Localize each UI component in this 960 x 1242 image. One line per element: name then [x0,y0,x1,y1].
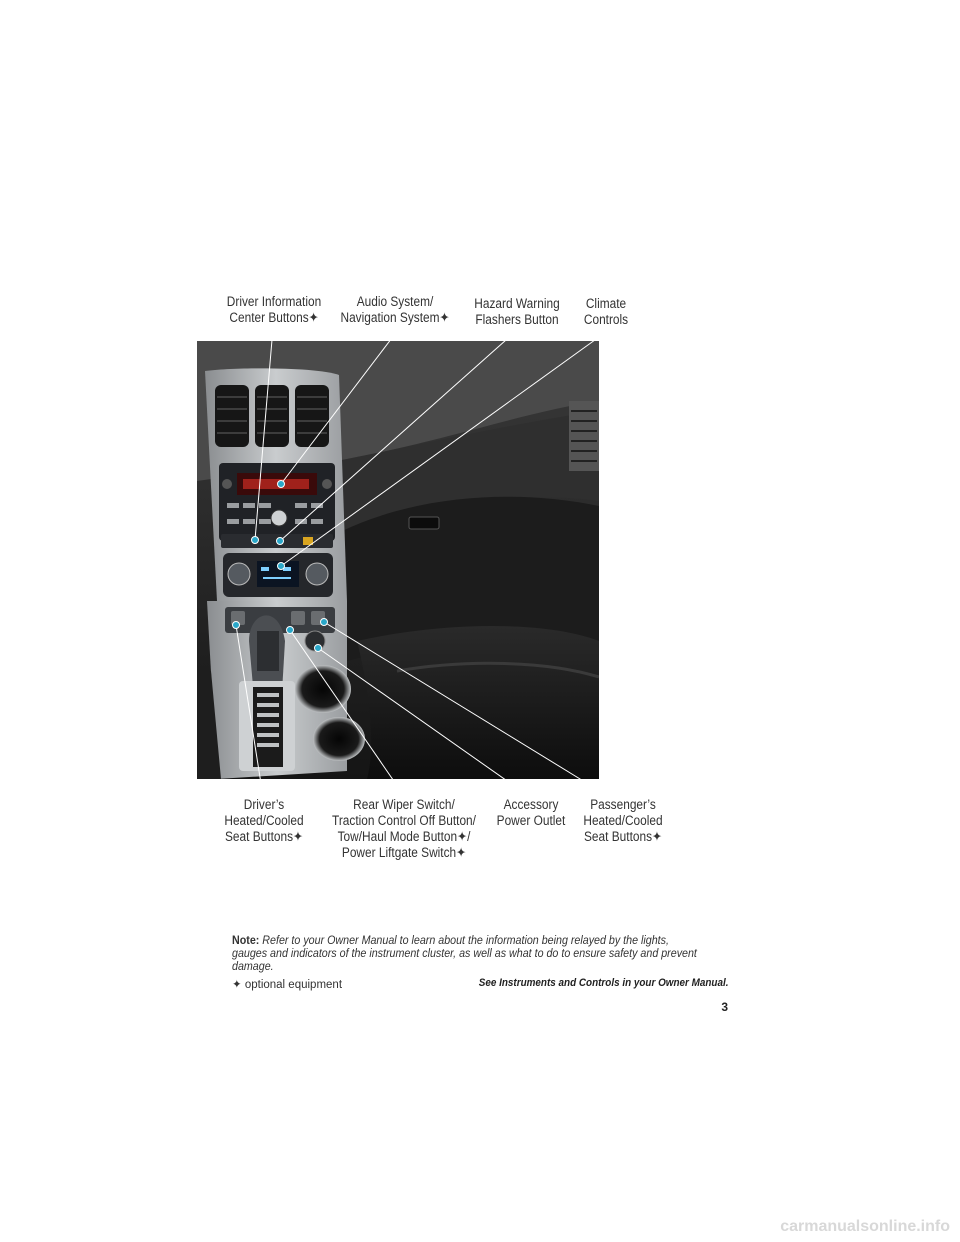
callout-rear-wiper-traction-towhaul-liftgate [327,797,482,861]
callout-line: Center Buttons✦ [229,310,319,325]
callout-line: Heated/Cooled [583,813,663,828]
callout-line: Traction Control Off Button/ [332,813,476,828]
watermark: carmanualsonline.info [780,1218,950,1235]
callout-drivers-seat-buttons [220,797,308,845]
callout-line: Heated/Cooled [224,813,304,828]
dashboard-photo [197,341,599,779]
callout-hazard-warning [469,296,566,328]
callout-line: Passenger’s [590,797,656,812]
callout-line: Flashers Button [475,312,559,327]
callout-line: Rear Wiper Switch/ [353,797,455,812]
callout-accessory-power-outlet [491,797,572,829]
note-text: Refer to your Owner Manual to learn about the information being relayed by the lights, gauges and indicators of the instrument cluster, as well as what to do to ensure safety and prevent damage. [232,935,697,973]
page-number: 3 [721,1000,728,1014]
callout-passengers-seat-buttons [576,797,669,845]
callout-driver-information-center [219,294,328,326]
callout-line: Power Liftgate Switch✦ [341,845,467,860]
note-label: Note: [232,935,260,947]
callout-line: Climate [585,296,627,311]
callout-audio-navigation [338,294,452,326]
callout-line: Audio System/ [356,294,434,309]
owner-manual-reference: See Instruments and Controls in your Owner Manual. [478,977,728,989]
callout-line: Seat Buttons✦ [225,829,303,844]
optional-equipment-footnote: ✦ optional equipment [232,979,343,991]
callout-line: Power Outlet [496,813,566,828]
callout-line: Accessory [503,797,559,812]
callout-line: Tow/Haul Mode Button✦/ [337,829,471,844]
callout-line: Hazard Warning [474,296,560,311]
callout-line: Driver Information [226,294,322,309]
callout-line: Seat Buttons✦ [584,829,662,844]
callout-line: Driver’s [243,797,285,812]
callout-line: Navigation System✦ [340,310,450,325]
callout-climate-controls [574,296,637,328]
note-paragraph [232,935,697,974]
callout-line: Controls [583,312,629,327]
